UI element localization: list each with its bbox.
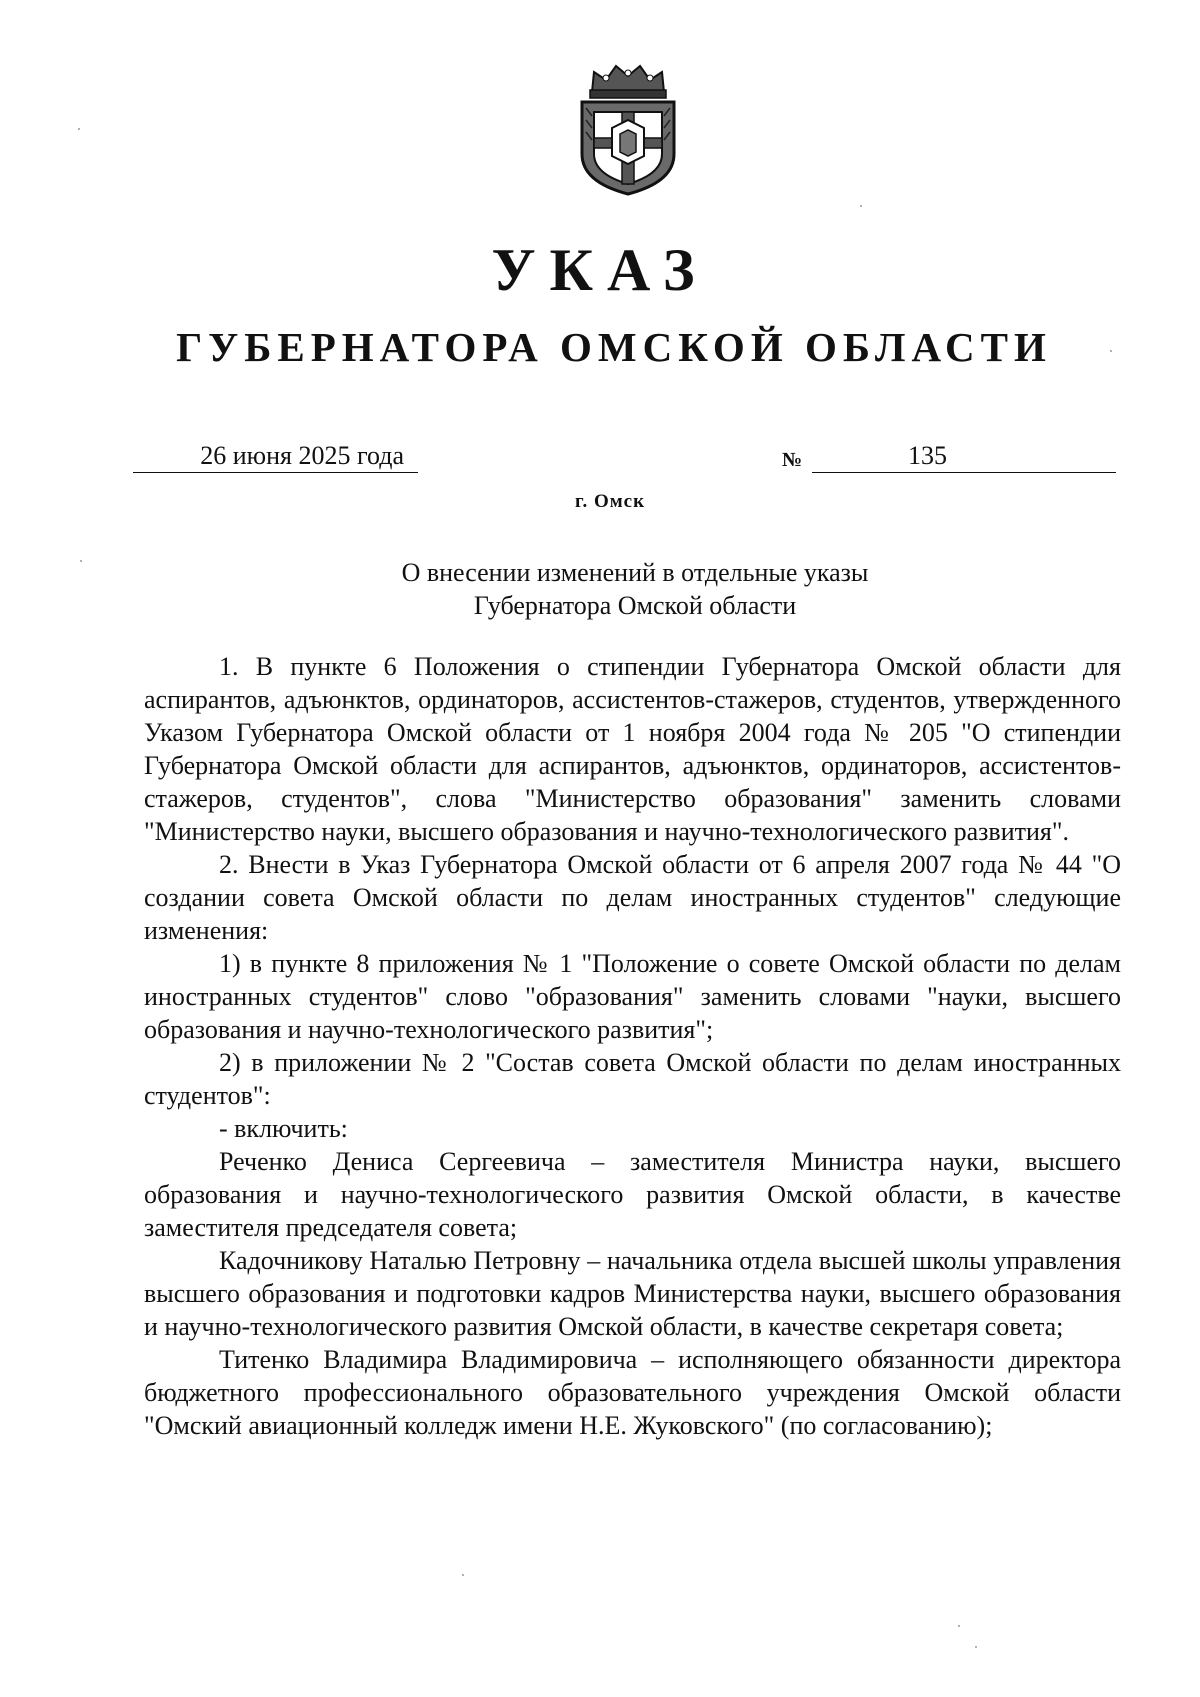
decree-subject — [0, 556, 1200, 622]
body-paragraph: Реченко Дениса Сергеевича – заместителя Министра науки, высшего образования и научно-технологического развития Омской области, в качестве заместителя председателя совета; — [144, 1147, 1121, 1242]
decree-body — [144, 650, 1121, 1442]
subject-line-2: Губернатора Омской области — [473, 591, 797, 620]
decree-issuer: ГУБЕРНАТОРА ОМСКОЙ ОБЛАСТИ — [176, 324, 1052, 370]
decree-city: г. Омск — [574, 491, 646, 512]
decree-date-line — [133, 440, 418, 473]
body-paragraph: 1. В пункте 6 Положения о стипендии Губернатора Омской области для аспирантов, адъюнктов, ординаторов, ассистентов-стажеров, студентов, утвержденного Указом Губернатора Омской области от 1 ноября 2004 года № 205 "О стипендии Губернатора Омской области для аспирантов, адъюнктов, ординаторов, ассистентов-стажеров, студентов", слова "Министерство образования" заменить словами "Министерство науки, высшего образования и научно-технологического развития". — [144, 652, 1121, 846]
scan-speck — [1110, 350, 1112, 352]
body-paragraph: Кадочникову Наталью Петровну – начальника отдела высшей школы управления высшего образования и подготовки кадров Министерства науки, высшего образования и научно-технологического развития Омской области, в качестве секретаря совета; — [144, 1246, 1121, 1341]
body-paragraph: - включить: — [219, 1114, 348, 1143]
decree-number-line — [812, 440, 1116, 473]
scan-speck — [958, 1625, 960, 1627]
scan-speck — [462, 1574, 464, 1576]
decree-title: УКАЗ — [491, 237, 709, 303]
body-paragraph: 2. Внести в Указ Губернатора Омской области от 6 апреля 2007 года № 44 "О создании совета Омской области по делам иностранных студентов" следующие изменения: — [144, 850, 1121, 945]
decree-date: 26 июня 2025 года — [200, 441, 404, 470]
body-paragraph: 1) в пункте 8 приложения № 1 "Положение о совете Омской области по делам иностранных студентов" слово "образования" заменить словами "науки, высшего образования и научно-технологического развития"; — [144, 949, 1121, 1044]
body-paragraph: 2) в приложении № 2 "Состав совета Омской области по делам иностранных студентов": — [144, 1048, 1121, 1110]
number-label: № — [782, 449, 803, 471]
scan-speck — [975, 1646, 977, 1648]
subject-line-1: О внесении изменений в отдельные указы — [401, 558, 869, 587]
coat-of-arms-emblem — [572, 58, 684, 198]
scan-speck — [78, 128, 80, 130]
scan-speck — [860, 205, 862, 207]
decree-number: 135 — [908, 441, 947, 470]
scan-speck — [80, 560, 82, 562]
body-paragraph: Титенко Владимира Владимировича – исполняющего обязанности директора бюджетного профессионального образовательного учреждения Омской области "Омский авиационный колледж имени Н.Е. Жуковского" (по согласованию); — [144, 1345, 1121, 1440]
